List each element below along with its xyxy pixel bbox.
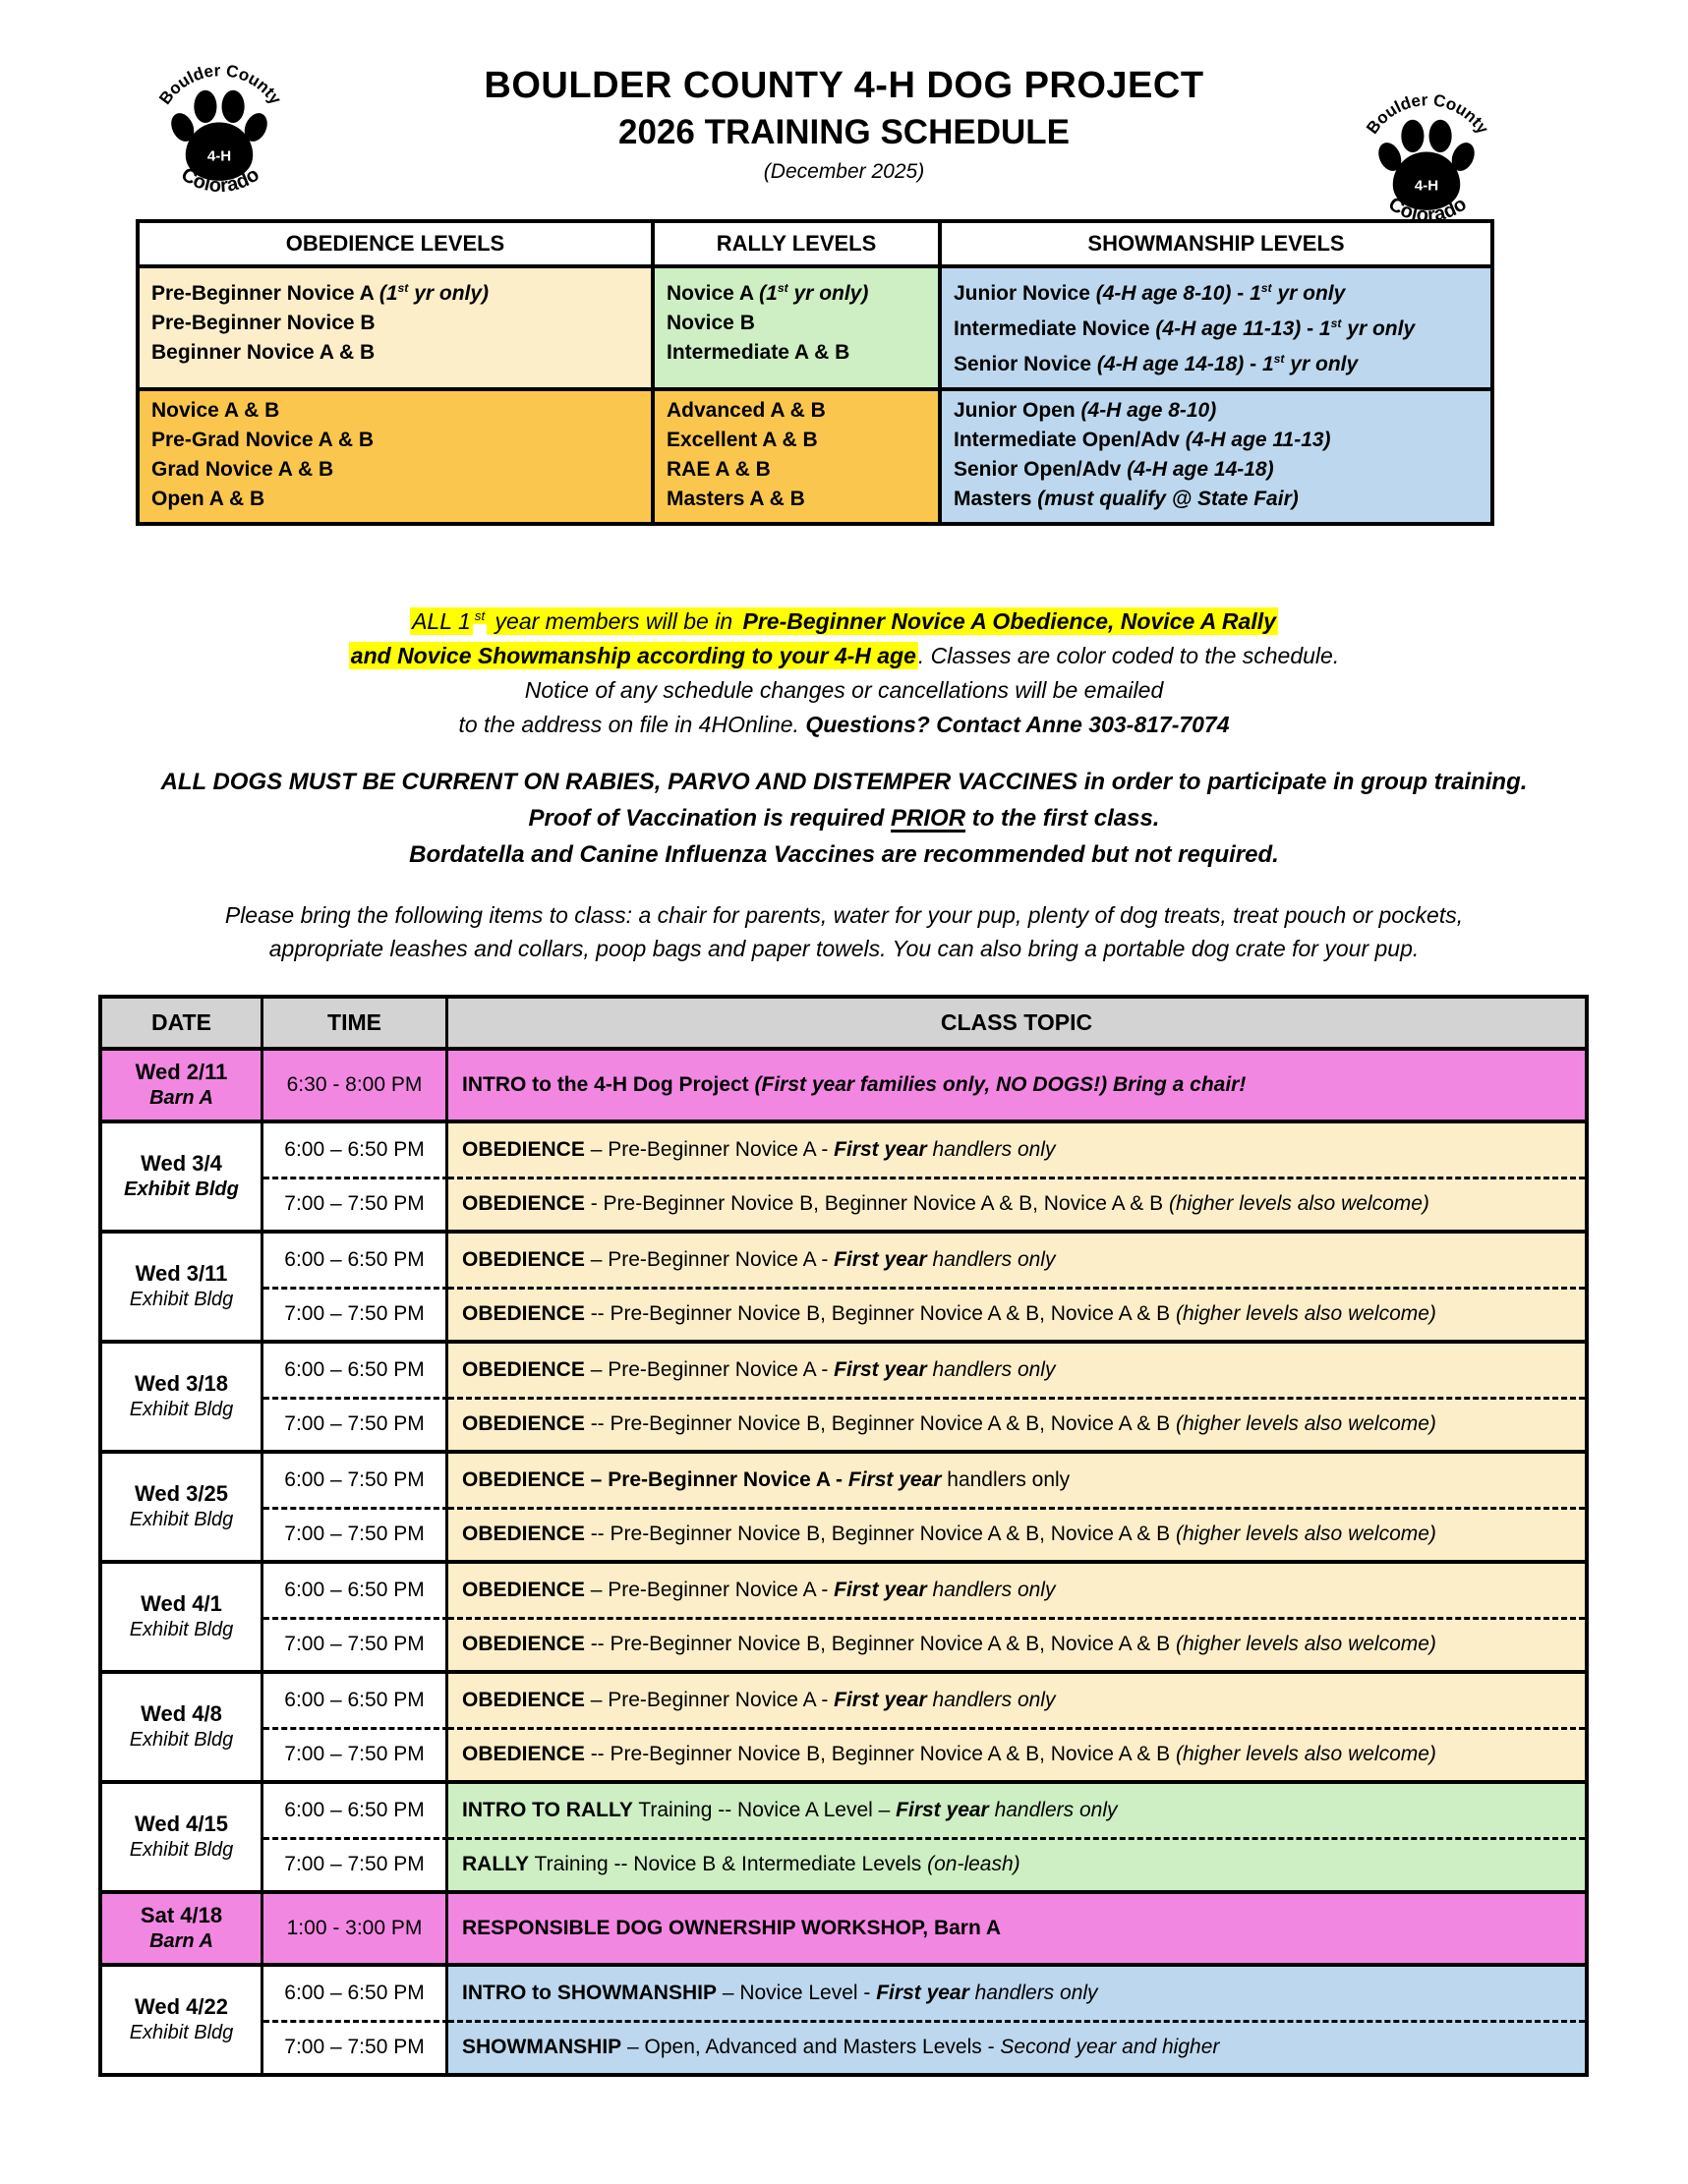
time-cell: 7:00 – 7:50 PM (263, 1617, 448, 1670)
topic-cell (448, 1727, 1585, 1780)
text-run: Pre-Beginner Novice A (151, 282, 379, 305)
boulder-county-4h-paw-logo (146, 55, 295, 203)
time-cell: 6:00 – 6:50 PM (263, 1674, 448, 1727)
text-run: – Pre-Beginner Novice A - (584, 1578, 835, 1601)
paw-toe (1401, 120, 1424, 152)
location-label: Exhibit Bldg (129, 1729, 234, 1752)
text-run: -- Pre-Beginner Novice B, Beginner Novice A & B, Novice A & B (584, 1523, 1176, 1546)
text-run: RALLY (462, 1853, 530, 1876)
text-run: – Novice Level - (716, 1981, 877, 2004)
schedule-block (102, 1670, 1585, 1780)
text-run: (higher levels also welcome) (1175, 1633, 1436, 1656)
time-cell: 6:00 – 6:50 PM (263, 1564, 448, 1617)
page-header (0, 0, 1688, 227)
logo-arc-top-text: Boulder County (1363, 90, 1492, 138)
text-run: to the first class. (965, 804, 1160, 832)
text-run: st (474, 608, 486, 623)
text-run: Novice A & B (151, 399, 280, 422)
bring-line (0, 898, 1688, 932)
date-label: Wed 4/22 (135, 1994, 228, 2020)
text-run: (4-H age 14-18) (1127, 458, 1274, 481)
text-run: RAE A & B (667, 458, 771, 481)
level-item (151, 485, 639, 514)
topic-text (462, 1917, 1001, 1940)
level-item (954, 426, 1479, 455)
time-cell: 6:00 – 6:50 PM (263, 1123, 448, 1177)
text-run: (4-H age 8-10) (1095, 282, 1232, 305)
topic-cell (448, 1894, 1585, 1963)
level-item (151, 455, 639, 485)
text-run: INTRO to SHOWMANSHIP (462, 1981, 717, 2004)
date-cell (102, 1051, 263, 1120)
text-run: handlers only (926, 1247, 1056, 1271)
logo-center-text: 4-H (206, 147, 232, 165)
text-run: -- Pre-Beginner Novice B, Beginner Novice A & B, Novice A & B (584, 1302, 1176, 1326)
date-cell (102, 1123, 263, 1230)
paw-logo-graphic (146, 55, 295, 199)
schedule-block (102, 1890, 1585, 1963)
date-label: Wed 4/8 (141, 1701, 222, 1727)
text-run: handlers only (968, 1981, 1098, 2004)
text-run: OBEDIENCE (462, 1192, 585, 1216)
topic-text (462, 1523, 1436, 1546)
level-item (667, 338, 926, 368)
levels-cell-green (655, 268, 942, 387)
text-run: -- Pre-Beginner Novice B, Beginner Novice A & B, Novice A & B (584, 1743, 1176, 1766)
text-run: (must qualify @ State Fair) (1037, 488, 1299, 510)
notice-line (0, 708, 1688, 742)
date-cell (102, 1234, 263, 1340)
text-run: Please bring the following items to class: a chair for parents, water for your pup, plenty of dog treats, treat pouch or pockets, (224, 901, 1464, 928)
text-run: - (1301, 317, 1319, 340)
level-item (151, 426, 639, 455)
page-subtitle-year: 2026 TRAINING SCHEDULE (618, 113, 1070, 151)
text-run: ALL DOGS MUST BE CURRENT ON RABIES, PARVO AND DISTEMPER VACCINES in order to participate in group training. (160, 768, 1528, 795)
text-run: First year (896, 1798, 989, 1821)
text-run: Intermediate Novice (954, 317, 1156, 340)
text-run: handlers only (988, 1798, 1118, 1821)
text-run: OBEDIENCE (462, 1523, 585, 1546)
bring-items-paragraph (0, 898, 1688, 965)
topic-cell (448, 1454, 1585, 1507)
text-run: OBEDIENCE (462, 1357, 585, 1381)
logo-arc-bottom-text: Colorado (177, 163, 263, 198)
topic-text (462, 1853, 1020, 1876)
date-label: Wed 4/15 (135, 1811, 228, 1837)
level-item (667, 273, 926, 309)
level-item (667, 309, 926, 338)
topic-text (462, 2036, 1219, 2059)
topic-cell (448, 1564, 1585, 1617)
text-run: Intermediate Open/Adv (954, 429, 1186, 451)
topic-text (462, 1799, 1117, 1822)
page-title: BOULDER COUNTY 4-H DOG PROJECT (484, 65, 1204, 106)
date-cell (102, 1454, 263, 1560)
text-run: - Pre-Beginner Novice B, Beginner Novice A & B, Novice A & B (584, 1192, 1169, 1216)
topic-text (462, 1743, 1436, 1766)
location-label: Exhibit Bldg (129, 1289, 234, 1311)
text-run: - (1231, 282, 1251, 305)
text-run: handlers only (941, 1467, 1071, 1491)
time-cell: 6:00 – 6:50 PM (263, 1234, 448, 1287)
text-run: (4-H age 11-13) (1185, 429, 1331, 451)
topic-cell (448, 2020, 1585, 2073)
text-run: Pre-Beginner Novice B (151, 312, 376, 334)
levels-column-header: SHOWMANSHIP LEVELS (1087, 231, 1345, 256)
text-run: yr only (1284, 353, 1359, 375)
text-run: handlers only (926, 1357, 1056, 1381)
text-run: – Pre-Beginner Novice A - (584, 1137, 835, 1161)
text-run: RESPONSIBLE DOG OWNERSHIP WORKSHOP, Barn A (462, 1916, 1002, 1939)
location-label: Exhibit Bldg (124, 1178, 239, 1201)
level-item (954, 485, 1479, 514)
text-run: st (1273, 352, 1285, 366)
text-run: Grad Novice A & B (151, 458, 334, 481)
location-label: Exhibit Bldg (129, 1399, 234, 1421)
topic-cell (448, 1123, 1585, 1177)
text-run: OBEDIENCE (462, 1688, 585, 1711)
date-cell (102, 1894, 263, 1963)
paw-toe (1429, 120, 1452, 152)
text-run: – Open, Advanced and Masters Levels - (621, 2036, 1001, 2059)
boulder-county-4h-paw-logo (1353, 85, 1502, 233)
logo-arc-top-text: Boulder County (155, 61, 285, 108)
text-run: OBEDIENCE (462, 1743, 585, 1766)
page-date-note: (December 2025) (763, 160, 925, 183)
text-run: Pre-Grad Novice A & B (151, 429, 375, 451)
time-cell: 6:00 – 6:50 PM (263, 1344, 448, 1397)
topic-cell (448, 1344, 1585, 1397)
text-run: Senior Open/Adv (954, 458, 1128, 481)
text-run: INTRO to the 4-H Dog Project (462, 1072, 755, 1096)
text-run: (4-H age 8-10) (1080, 399, 1217, 422)
level-item (954, 273, 1479, 309)
topic-cell (448, 1287, 1585, 1340)
text-run: Novice A (667, 282, 760, 305)
vaccine-paragraph (0, 764, 1688, 873)
text-run: (higher levels also welcome) (1175, 1412, 1436, 1436)
text-run: appropriate leashes and collars, poop bags and paper towels. You can also bring a portable dog crate for your pup. (268, 935, 1420, 961)
text-run: handlers only (926, 1688, 1056, 1711)
logo-center-text: 4-H (1414, 177, 1439, 195)
schedule-header-row (102, 999, 1585, 1051)
text-run: yr only (1341, 317, 1416, 340)
topic-cell (448, 1967, 1585, 2020)
vaccine-line (0, 800, 1688, 836)
text-run: Pre-Beginner Novice A Obedience, Novice A Rally (742, 607, 1276, 634)
topic-cell (448, 1674, 1585, 1727)
time-cell: 6:30 - 8:00 PM (263, 1051, 448, 1120)
topic-text (462, 1302, 1436, 1326)
levels-column-header: RALLY LEVELS (655, 223, 942, 264)
date-label: Wed 4/1 (141, 1591, 222, 1617)
text-run: (higher levels also welcome) (1175, 1743, 1436, 1766)
notice-paragraph (0, 599, 1688, 742)
location-label: Exhibit Bldg (129, 1619, 234, 1641)
time-cell: 7:00 – 7:50 PM (263, 2020, 448, 2073)
date-label: Wed 2/11 (135, 1060, 228, 1085)
text-run: Proof of Vaccination is required (528, 804, 892, 832)
topic-cell (448, 1617, 1585, 1670)
vaccine-line (0, 836, 1688, 873)
schedule-block (102, 1560, 1585, 1670)
text-run: -- Pre-Beginner Novice B, Beginner Novice A & B, Novice A & B (584, 1633, 1176, 1656)
text-run: Junior Open (954, 399, 1081, 422)
paw-toe (222, 90, 245, 123)
text-run: Intermediate A & B (667, 341, 850, 364)
text-run: 1 (1318, 317, 1331, 340)
schedule-block (102, 1230, 1585, 1340)
schedule-header-date: DATE (102, 999, 263, 1047)
topic-text (462, 1982, 1098, 2005)
location-label: Barn A (149, 1930, 213, 1953)
time-cell: 7:00 – 7:50 PM (263, 1727, 448, 1780)
time-cell: 7:00 – 7:50 PM (263, 1397, 448, 1450)
date-label: Wed 3/11 (135, 1261, 228, 1287)
topic-cell (448, 1784, 1585, 1837)
text-run: (First year families only, NO DOGS!) Bring a chair! (754, 1072, 1247, 1096)
levels-cell-gold (140, 391, 655, 522)
text-run: OBEDIENCE (462, 1137, 585, 1161)
text-run: Notice of any schedule changes or cancellations will be emailed (524, 676, 1164, 703)
level-item (667, 485, 926, 514)
text-run: OBEDIENCE – Pre-Beginner Novice A - (462, 1467, 848, 1491)
text-run: Open A & B (151, 488, 265, 510)
topic-text (462, 1248, 1055, 1272)
text-run: OBEDIENCE (462, 1302, 585, 1326)
time-cell: 7:00 – 7:50 PM (263, 1287, 448, 1340)
level-item (151, 338, 639, 368)
text-run: handlers only (926, 1578, 1056, 1601)
text-run: Beginner Novice A & B (151, 341, 376, 364)
date-label: Sat 4/18 (140, 1903, 223, 1928)
schedule-block (102, 1780, 1585, 1890)
level-item (954, 455, 1479, 485)
schedule-block (102, 1120, 1585, 1230)
text-run: year members will be in (489, 607, 739, 634)
text-run: First year (834, 1578, 927, 1601)
date-cell (102, 1344, 263, 1450)
text-run: Training -- Novice A Level – (632, 1798, 897, 1821)
level-item (954, 396, 1479, 426)
topic-text (462, 1073, 1246, 1097)
text-run: OBEDIENCE (462, 1633, 585, 1656)
notice-line (0, 599, 1688, 639)
topic-text (462, 1412, 1436, 1436)
levels-row (140, 387, 1490, 522)
text-run: (higher levels also welcome) (1175, 1302, 1436, 1326)
text-run: – Pre-Beginner Novice A - (584, 1247, 835, 1271)
topic-cell (448, 1051, 1585, 1120)
level-item (954, 344, 1479, 379)
text-run: OBEDIENCE (462, 1578, 585, 1601)
text-run: First year (876, 1981, 969, 2004)
text-run: yr only) (787, 282, 869, 305)
level-item (151, 273, 639, 309)
notice-line (0, 673, 1688, 708)
text-run: – Pre-Beginner Novice A - (584, 1357, 835, 1381)
text-run: yr only) (408, 282, 490, 305)
paw-toe (194, 90, 216, 123)
text-run: First year (834, 1137, 927, 1161)
schedule-block (102, 1963, 1585, 2073)
text-run: Masters (954, 488, 1038, 510)
levels-table-header-row (140, 223, 1490, 264)
time-cell: 1:00 - 3:00 PM (263, 1894, 448, 1963)
levels-cell-blue (942, 391, 1490, 522)
text-run: st (397, 281, 409, 295)
schedule-table (98, 995, 1589, 2077)
level-item (151, 309, 639, 338)
topic-cell (448, 1177, 1585, 1230)
date-label: Wed 3/18 (135, 1371, 228, 1397)
text-run: st (1260, 281, 1272, 295)
notice-line (0, 639, 1688, 673)
text-run: OBEDIENCE (462, 1247, 585, 1271)
text-run: OBEDIENCE (462, 1412, 585, 1436)
text-run: handlers only (926, 1137, 1056, 1161)
text-run: First year (847, 1467, 942, 1491)
text-run: Masters A & B (667, 488, 805, 510)
schedule-block (102, 1450, 1585, 1560)
text-run: - (1244, 353, 1262, 375)
location-label: Exhibit Bldg (129, 1839, 234, 1862)
level-item (151, 396, 639, 426)
topic-cell (448, 1507, 1585, 1560)
levels-cell-blue (942, 268, 1490, 387)
levels-column-header: OBEDIENCE LEVELS (140, 223, 655, 264)
text-run: PRIOR (891, 804, 966, 832)
text-run: (higher levels also welcome) (1168, 1192, 1429, 1216)
text-run: Excellent A & B (667, 429, 818, 451)
schedule-block (102, 1340, 1585, 1450)
date-cell (102, 1674, 263, 1780)
level-item (667, 396, 926, 426)
vaccine-line (0, 764, 1688, 800)
text-run: and Novice Showmanship according to your 4-H age (350, 642, 916, 668)
text-run: (1 (378, 282, 398, 305)
topic-text (462, 1138, 1055, 1162)
topic-text (462, 1633, 1436, 1656)
levels-cell-cream (140, 268, 655, 387)
text-run: First year (834, 1357, 927, 1381)
location-label: Exhibit Bldg (129, 2022, 234, 2044)
time-cell: 7:00 – 7:50 PM (263, 1177, 448, 1230)
text-run: Bordatella and Canine Influenza Vaccines are recommended but not required. (409, 840, 1279, 868)
date-cell (102, 1967, 263, 2073)
topic-text (462, 1689, 1055, 1712)
level-item (667, 455, 926, 485)
text-run: Second year and higher (1000, 2036, 1220, 2059)
schedule-header-topic: CLASS TOPIC (940, 1008, 1093, 1035)
levels-table (136, 219, 1494, 526)
text-run: Junior Novice (954, 282, 1096, 305)
text-run: First year (834, 1688, 927, 1711)
text-run: -- Pre-Beginner Novice B, Beginner Novice A & B, Novice A & B (584, 1412, 1176, 1436)
text-run: ALL 1 (412, 607, 471, 634)
date-cell (102, 1784, 263, 1890)
time-cell: 7:00 – 7:50 PM (263, 1507, 448, 1560)
topic-cell (448, 1234, 1585, 1287)
date-cell (102, 1564, 263, 1670)
text-run: 1 (1261, 353, 1274, 375)
time-cell: 6:00 – 6:50 PM (263, 1784, 448, 1837)
topic-cell (448, 1837, 1585, 1890)
date-label: Wed 3/4 (141, 1151, 222, 1177)
date-label: Wed 3/25 (135, 1481, 228, 1507)
text-run: Advanced A & B (667, 399, 826, 422)
text-run: First year (834, 1247, 927, 1271)
text-run: (on-leash) (927, 1853, 1020, 1876)
bring-line (0, 932, 1688, 965)
topic-cell (448, 1397, 1585, 1450)
text-run: (4-H age 11-13) (1155, 317, 1302, 340)
text-run: (higher levels also welcome) (1175, 1523, 1436, 1546)
text-run: SHOWMANSHIP (462, 2036, 622, 2059)
time-cell: 6:00 – 6:50 PM (263, 1967, 448, 2020)
text-run: . Classes are color coded to the schedule. (917, 642, 1340, 668)
levels-cell-gold (655, 391, 942, 522)
topic-text (462, 1358, 1055, 1382)
text-run: yr only (1271, 282, 1346, 305)
paw-logo-graphic (1353, 85, 1502, 228)
location-label: Exhibit Bldg (129, 1509, 234, 1531)
text-run: (4-H age 14-18) (1096, 353, 1245, 375)
logo-arc-bottom-text: Colorado (1384, 193, 1471, 227)
text-run: Training -- Novice B & Intermediate Levels (529, 1853, 928, 1876)
location-label: Barn A (149, 1087, 213, 1110)
text-run: Senior Novice (954, 353, 1097, 375)
schedule-block (102, 1051, 1585, 1120)
text-run: st (1330, 316, 1342, 330)
level-item (667, 426, 926, 455)
text-run: st (777, 281, 788, 295)
text-run: (1 (759, 282, 778, 305)
level-item (954, 309, 1479, 344)
text-run: Novice B (667, 312, 755, 334)
text-run: – Pre-Beginner Novice A - (584, 1688, 835, 1711)
topic-text (462, 1579, 1055, 1602)
time-cell: 6:00 – 7:50 PM (263, 1454, 448, 1507)
levels-row (140, 264, 1490, 387)
text-run: to the address on file in 4HOnline. (458, 711, 806, 737)
text-run: Questions? Contact Anne 303-817-7074 (805, 711, 1230, 737)
text-run: INTRO TO RALLY (462, 1798, 633, 1821)
time-cell: 7:00 – 7:50 PM (263, 1837, 448, 1890)
topic-text (462, 1468, 1070, 1492)
schedule-header-time: TIME (263, 999, 448, 1047)
text-run: 1 (1250, 282, 1261, 305)
topic-text (462, 1192, 1429, 1216)
